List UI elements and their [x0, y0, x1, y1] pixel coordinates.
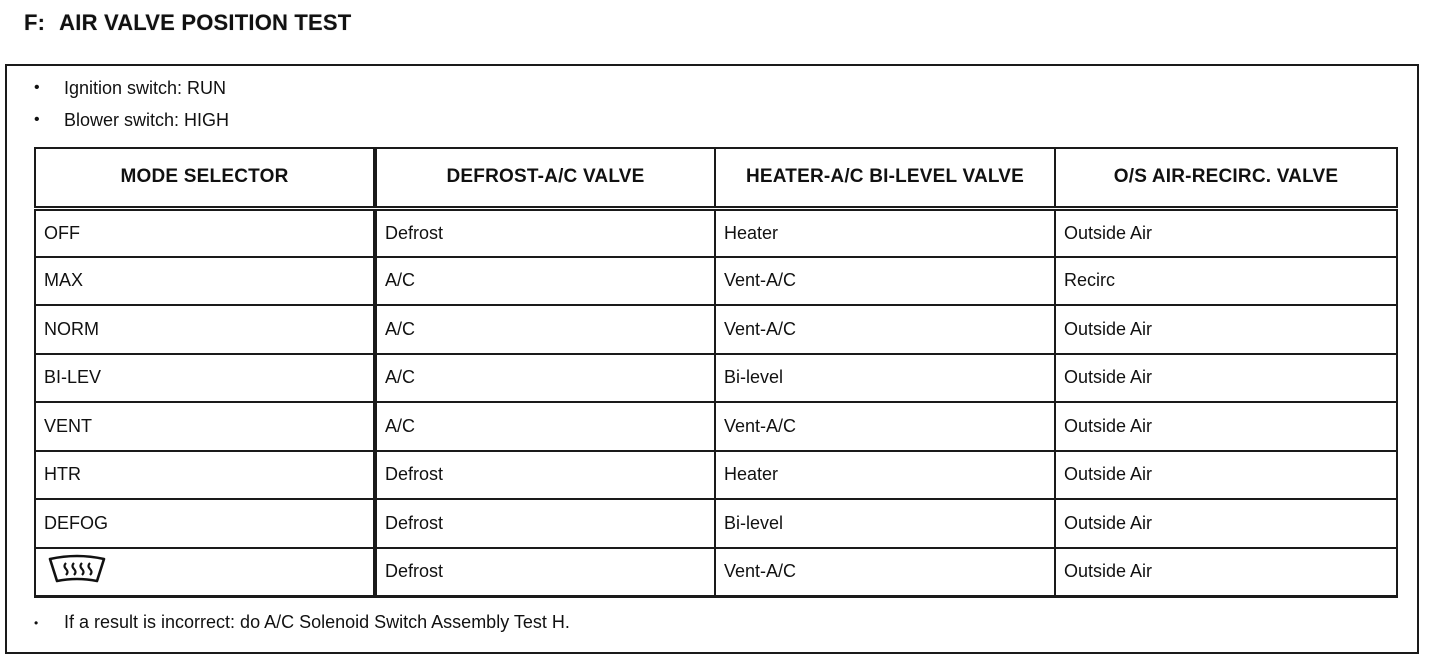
cell-os-air: Outside Air [1055, 354, 1397, 403]
table-row [35, 208, 1397, 257]
cell-os-air: Outside Air [1055, 305, 1397, 354]
table-row [35, 354, 1397, 403]
cell-heater-ac: Heater [715, 208, 1055, 257]
condition-ignition-switch: Ignition switch: RUN [64, 78, 227, 98]
cell-os-air: Outside Air [1055, 208, 1397, 257]
cell-heater-ac: Vent-A/C [715, 402, 1055, 451]
bullet-icon: • [34, 615, 39, 630]
cell-defrost-ac: A/C [375, 402, 715, 451]
cell-os-air: Outside Air [1055, 548, 1397, 597]
table-row [35, 451, 1397, 500]
cell-os-air: Outside Air [1055, 402, 1397, 451]
cell-heater-ac: Vent-A/C [715, 548, 1055, 597]
section-letter: F: [24, 10, 46, 35]
cell-heater-ac: Heater [715, 451, 1055, 500]
section-title [24, 10, 351, 36]
bullet-icon: • [34, 79, 40, 96]
table-row [35, 257, 1397, 306]
footnote-text: If a result is incorrect: do A/C Solenoid Switch Assembly Test H. [64, 612, 570, 632]
cell-os-air: Outside Air [1055, 499, 1397, 548]
cell-mode: VENT [35, 402, 375, 451]
cell-defrost-ac: A/C [375, 257, 715, 306]
condition-item [30, 104, 229, 136]
cell-mode [35, 548, 375, 597]
cell-defrost-ac: A/C [375, 354, 715, 403]
cell-defrost-ac: A/C [375, 305, 715, 354]
table-row [35, 305, 1397, 354]
bullet-icon: • [34, 111, 40, 128]
table-header-row [35, 148, 1397, 208]
cell-heater-ac: Bi-level [715, 354, 1055, 403]
cell-mode: MAX [35, 257, 375, 306]
cell-defrost-ac: Defrost [375, 451, 715, 500]
header-mode-selector: MODE SELECTOR [35, 148, 375, 208]
cell-defrost-ac: Defrost [375, 499, 715, 548]
windshield-defrost-icon [46, 554, 108, 589]
header-os-air-recirc-valve: O/S AIR-RECIRC. VALVE [1055, 148, 1397, 208]
test-conditions-list [30, 72, 229, 136]
air-valve-position-table [34, 147, 1398, 598]
table-row [35, 402, 1397, 451]
cell-heater-ac: Bi-level [715, 499, 1055, 548]
header-heater-ac-bilevel-valve: HEATER-A/C BI-LEVEL VALVE [715, 148, 1055, 208]
cell-mode: HTR [35, 451, 375, 500]
table-row [35, 499, 1397, 548]
condition-blower-switch: Blower switch: HIGH [64, 110, 230, 130]
cell-defrost-ac: Defrost [375, 548, 715, 597]
cell-mode: NORM [35, 305, 375, 354]
cell-mode: DEFOG [35, 499, 375, 548]
cell-mode: BI-LEV [35, 354, 375, 403]
footnote [30, 612, 570, 633]
cell-mode: OFF [35, 208, 375, 257]
table-row [35, 548, 1397, 597]
cell-heater-ac: Vent-A/C [715, 305, 1055, 354]
cell-os-air: Recirc [1055, 257, 1397, 306]
cell-heater-ac: Vent-A/C [715, 257, 1055, 306]
cell-defrost-ac: Defrost [375, 208, 715, 257]
condition-item [30, 72, 229, 104]
section-title-text: AIR VALVE POSITION TEST [59, 10, 352, 35]
header-defrost-ac-valve: DEFROST-A/C VALVE [375, 148, 715, 208]
cell-os-air: Outside Air [1055, 451, 1397, 500]
